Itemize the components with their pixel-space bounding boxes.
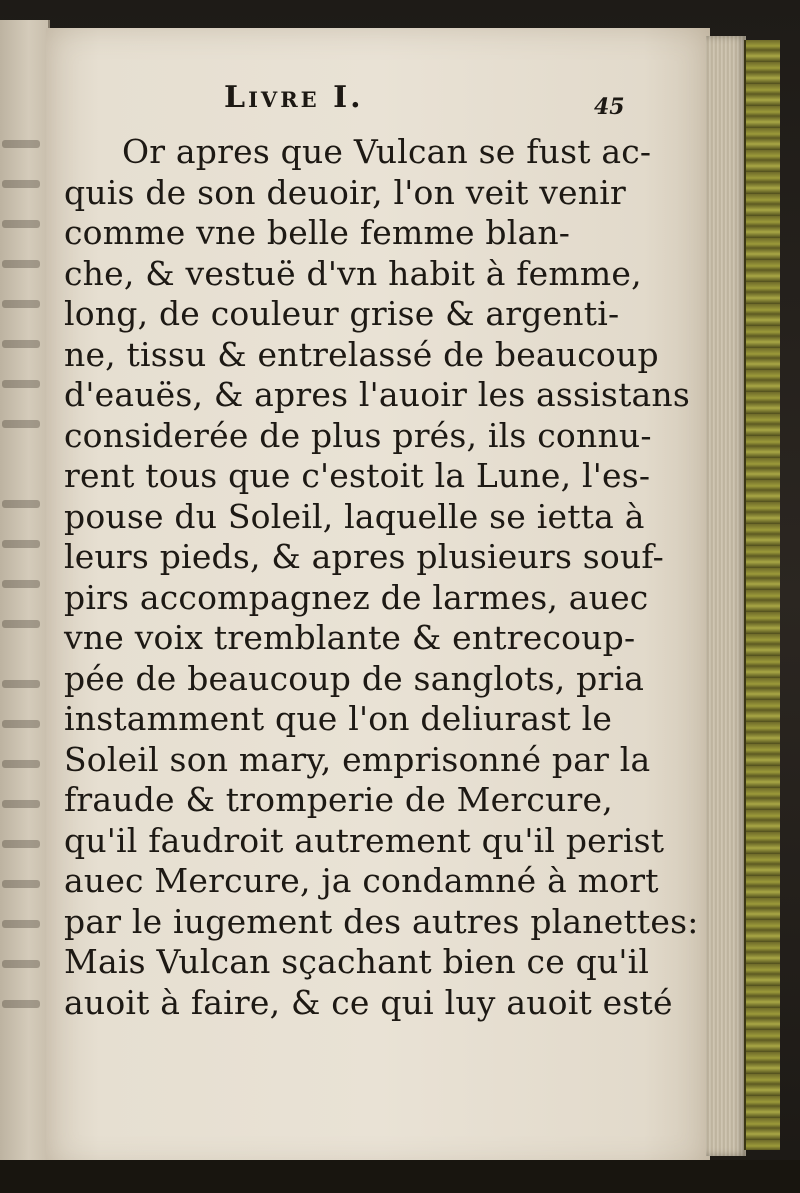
text-line: vne voix tremblante & entrecoup-: [64, 618, 636, 657]
facing-page-text-bleed: [2, 380, 40, 388]
gilded-book-edge: [744, 40, 780, 1150]
text-line: Soleil son mary, emprisonné par la: [64, 739, 651, 779]
text-line: quis de son deuoir, l'on veit venir: [64, 172, 626, 212]
facing-page-text-bleed: [2, 500, 40, 508]
facing-page-text-bleed: [2, 720, 40, 728]
text-line: considerée de plus prés, ils connu-: [64, 415, 652, 455]
facing-page-text-bleed: [2, 300, 40, 308]
text-line: fraude & tromperie de Mercure,: [64, 780, 613, 819]
running-head: Livre I.: [224, 80, 364, 115]
text-line: auoit à faire, & ce qui luy auoit esté: [64, 982, 673, 1022]
facing-page-text-bleed: [2, 580, 40, 588]
text-line: pouse du Soleil, laquelle se ietta à: [64, 496, 645, 536]
text-line: qu'il faudroit autrement qu'il perist: [64, 820, 665, 860]
facing-page-text-bleed: [2, 960, 40, 968]
facing-page-text-bleed: [2, 220, 40, 228]
facing-page-text-bleed: [2, 920, 40, 928]
facing-page-text-bleed: [2, 880, 40, 888]
facing-page-text-bleed: [2, 840, 40, 848]
text-line: par le iugement des autres planettes:: [64, 901, 699, 941]
body-text: [64, 132, 699, 1023]
text-line: pée de beaucoup de sanglots, pria: [64, 658, 645, 698]
facing-page-text-bleed: [2, 800, 40, 808]
facing-page-text-bleed: [2, 540, 40, 548]
facing-page-text-bleed: [2, 1000, 40, 1008]
facing-page-text-bleed: [2, 680, 40, 688]
page-number: 45: [594, 94, 625, 120]
background-shadow: [0, 1160, 800, 1193]
text-line: ne, tissu & entrelassé de beaucoup: [64, 334, 659, 374]
text-line: Or apres que Vulcan se fust ac-: [122, 132, 652, 171]
text-line: instamment que l'on deliurast le: [64, 699, 613, 738]
page-text-block: [64, 80, 699, 1023]
text-line: leurs pieds, & apres plusieurs souf-: [64, 537, 665, 576]
text-line: Mais Vulcan sçachant bien ce qu'il: [64, 942, 650, 981]
page-header: [64, 80, 664, 132]
facing-page-text-bleed: [2, 260, 40, 268]
facing-page-text-bleed: [2, 620, 40, 628]
page-edges: [706, 36, 746, 1156]
text-line: auec Mercure, ja condamné à mort: [64, 861, 659, 900]
text-line: che, & vestuë d'vn habit à femme,: [64, 253, 642, 293]
facing-page-text-bleed: [2, 180, 40, 188]
text-line: long, de couleur grise & argenti-: [64, 294, 620, 333]
text-line: rent tous que c'estoit la Lune, l'es-: [64, 456, 651, 495]
facing-page-text-bleed: [2, 140, 40, 148]
facing-page-text-bleed: [2, 340, 40, 348]
facing-page-edge: [0, 20, 50, 1185]
text-line: d'eauës, & apres l'auoir les assistans: [64, 375, 690, 414]
text-line: pirs accompagnez de larmes, auec: [64, 577, 649, 617]
text-line: comme vne belle femme blan-: [64, 213, 571, 252]
facing-page-text-bleed: [2, 760, 40, 768]
facing-page-text-bleed: [2, 420, 40, 428]
